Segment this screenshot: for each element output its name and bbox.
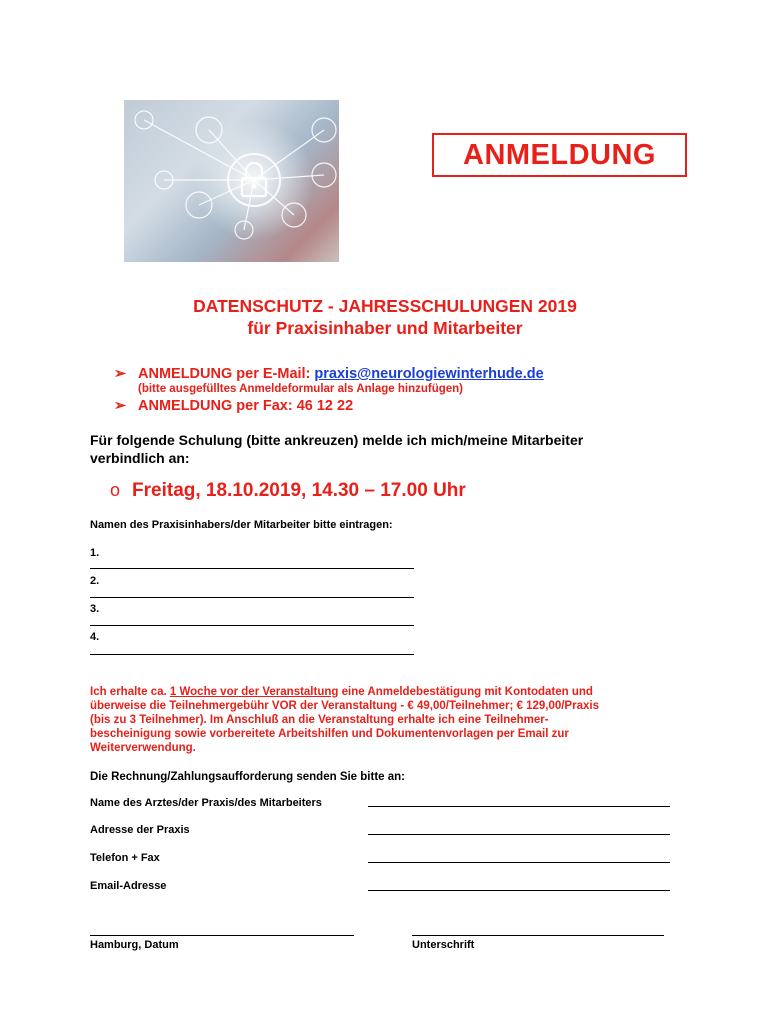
email-note: (bitte ausgefülltes Anmeldeformular als Anlage hinzufügen) xyxy=(138,383,464,395)
name-field-1[interactable] xyxy=(90,568,414,569)
intro-text xyxy=(90,431,690,467)
billing-phone-field[interactable] xyxy=(368,862,670,863)
page-title: DATENSCHUTZ - JAHRESSCHULUNGEN 2019 xyxy=(193,296,577,316)
date-field[interactable] xyxy=(90,935,354,936)
course-option-label: Freitag, 18.10.2019, 14.30 – 17.00 Uhr xyxy=(132,480,466,501)
info-deadline: 1 Woche vor der Veranstaltung xyxy=(169,686,339,698)
billing-address-label: Adresse der Praxis xyxy=(90,824,190,836)
billing-email-field[interactable] xyxy=(368,890,670,891)
name-field-2[interactable] xyxy=(90,597,414,598)
info-line: (bis zu 3 Teilnehmer). Im Anschluß an die Veranstaltung erhalte ich eine Teilnehmer- xyxy=(90,714,549,726)
email-link[interactable]: praxis@neurologiewinterhude.de xyxy=(314,366,544,382)
page-subtitle: für Praxisinhaber und Mitarbeiter xyxy=(247,318,523,338)
info-text: Ich erhalte ca. xyxy=(90,686,170,698)
fax-registration xyxy=(114,398,353,414)
info-text: eine Anmeldebestätigung mit Kontodaten und xyxy=(338,686,593,698)
info-line: Weiterverwendung. xyxy=(90,742,196,754)
info-line: bescheinigung sowie vorbereitete Arbeitshilfen und Dokumentenvorlagen per Email zur xyxy=(90,728,569,740)
info-paragraph xyxy=(90,685,680,755)
billing-phone-label: Telefon + Fax xyxy=(90,852,160,864)
name-item-number: 2. xyxy=(90,575,100,587)
arrow-bullet-icon: ➢ xyxy=(114,366,127,382)
name-field-4[interactable] xyxy=(90,654,414,655)
fax-registration-label: ANMELDUNG per Fax: 46 12 22 xyxy=(138,398,354,414)
checkbox-circle[interactable]: o xyxy=(110,480,121,500)
name-item-number: 3. xyxy=(90,603,100,615)
intro-line-1: Für folgende Schulung (bitte ankreuzen) melde ich mich/meine Mitarbeiter xyxy=(90,432,584,448)
name-item-number: 4. xyxy=(90,631,100,643)
signature-field[interactable] xyxy=(412,935,664,936)
names-heading: Namen des Praxisinhabers/der Mitarbeiter bitte eintragen: xyxy=(90,519,393,531)
billing-address-field[interactable] xyxy=(368,834,670,835)
billing-name-label: Name des Arztes/der Praxis/des Mitarbeiters xyxy=(90,797,322,809)
signature-label: Unterschrift xyxy=(412,939,475,951)
info-line: überweise die Teilnehmergebühr VOR der Veranstaltung - € 49,00/Teilnehmer; € 129,00/Praxis xyxy=(90,700,599,712)
registration-title-box: ANMELDUNG xyxy=(432,133,687,177)
header-image xyxy=(124,100,339,262)
billing-email-label: Email-Adresse xyxy=(90,880,167,892)
name-field-3[interactable] xyxy=(90,625,414,626)
billing-heading: Die Rechnung/Zahlungsaufforderung senden Sie bitte an: xyxy=(90,771,405,783)
intro-line-2: verbindlich an: xyxy=(90,450,190,466)
name-item-number: 1. xyxy=(90,547,100,559)
billing-name-field[interactable] xyxy=(368,806,670,807)
date-label: Hamburg, Datum xyxy=(90,939,179,951)
course-option[interactable] xyxy=(110,480,466,502)
email-registration-label: ANMELDUNG per E-Mail: xyxy=(138,366,315,382)
arrow-bullet-icon: ➢ xyxy=(114,398,127,414)
email-registration xyxy=(114,366,544,382)
